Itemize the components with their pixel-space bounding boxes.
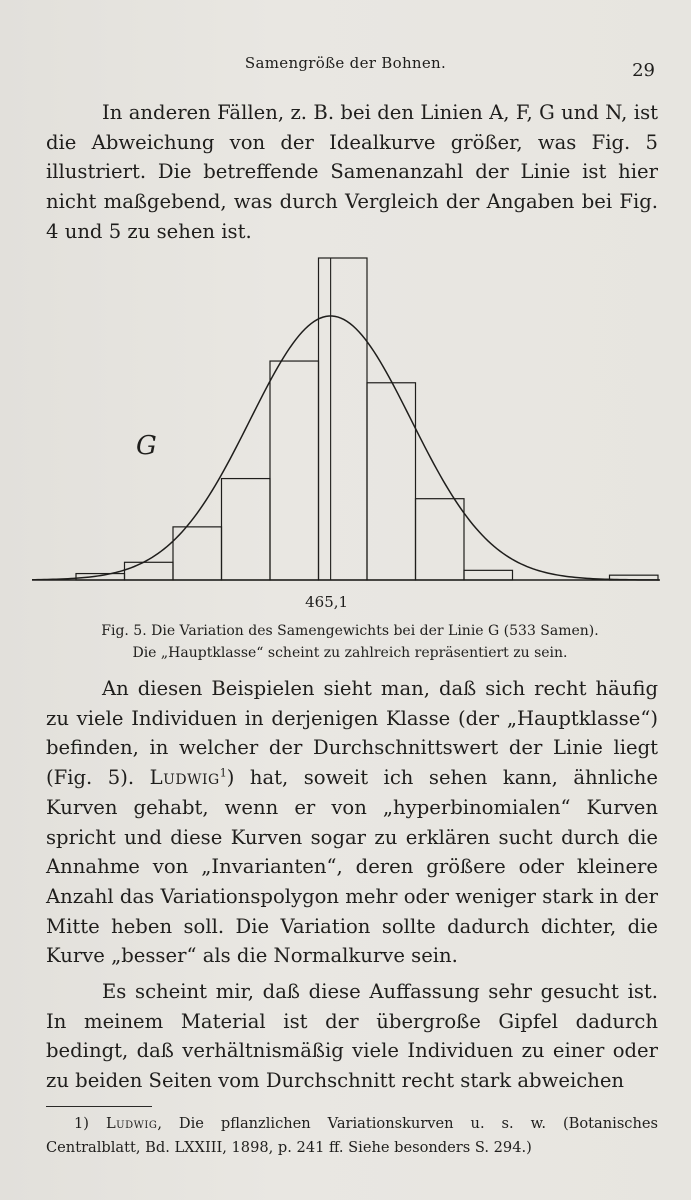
paragraph-2-part-2: ) hat, soweit ich sehen kann, ähnliche Kurven gehabt, wenn er von „hyperbinomialen“ Kurven spricht und diese Kurven sogar zu erklären sucht durch die Annahme von „Invarianten“, deren größere oder kleinere Anzahl das Variationspolygon mehr oder weniger stark in der Mitte heben soll. Die Variation sollte dadurch dichter, die Kurve „besser“ als die Normalkurve sein. <box>46 766 658 968</box>
footnote <box>46 1112 658 1160</box>
histogram-bar <box>270 361 319 580</box>
figure-5 <box>30 250 662 620</box>
footnote-marker: 1 <box>219 766 227 780</box>
histogram-bar <box>222 479 271 580</box>
footnote-body: , Die pflanzlichen Variationskurven u. s. w. (Botanisches Centralblatt, Bd. LXXIII, 1898, p. 241 ff. Siehe besonders S. 294.) <box>46 1115 659 1156</box>
caption-line-1: Fig. 5. Die Variation des Samengewichts bei der Linie G (533 Samen). <box>101 623 599 639</box>
histogram-bar <box>76 574 125 580</box>
footnote-author: Ludwig <box>105 1115 158 1132</box>
footnote-rule <box>46 1106 152 1107</box>
paragraph-3 <box>46 977 658 1096</box>
histogram-bar <box>416 499 465 580</box>
paragraph-3-text: Es scheint mir, daß diese Auffassung sehr gesucht ist. In meinem Material ist der übergroße Gipfel dadurch bedingt, daß verhältnismäßig viele Individuen zu einer oder zu beiden Seiten vom Durchschnitt recht stark abweichen <box>46 980 658 1093</box>
mean-label: 465,1 <box>305 593 349 611</box>
histogram-chart <box>30 250 662 620</box>
footnote-number: 1) <box>74 1115 89 1132</box>
line-label: G <box>136 431 157 461</box>
footnote-text <box>46 1112 658 1160</box>
paragraph-1 <box>46 98 658 247</box>
histogram-bar <box>367 383 416 580</box>
paragraph-2 <box>46 674 658 971</box>
page-number: 29 <box>632 60 655 81</box>
caption-line-2: Die „Hauptklasse“ scheint zu zahlreich repräsentiert zu sein. <box>132 645 568 661</box>
paragraph-2-text <box>46 674 658 971</box>
histogram-bar <box>319 258 368 580</box>
paragraph-1-text: In anderen Fällen, z. B. bei den Linien A, F, G und N, ist die Abweichung von der Idealkurve größer, was Fig. 5 illustriert. Die betreffende Samenanzahl der Linie ist hier nicht maßgebend, was durch Vergleich der Angaben bei Fig. 4 und 5 zu sehen ist. <box>46 101 658 243</box>
normal-curve <box>32 316 659 580</box>
paragraph-2-part-1: An diesen Beispielen sieht man, daß sich recht häufig zu viele Individuen in derjenigen Klasse (der „Hauptklasse“) befinden, in welcher der Durchschnittswert der Linie liegt (Fig. 5). <box>46 677 658 790</box>
figure-caption <box>40 620 660 664</box>
author-name: Ludwig <box>149 766 220 790</box>
histogram-bars <box>76 258 658 580</box>
running-title: Samengröße der Bohnen. <box>244 54 447 72</box>
histogram-bar <box>125 562 174 580</box>
histogram-bar <box>464 570 513 580</box>
